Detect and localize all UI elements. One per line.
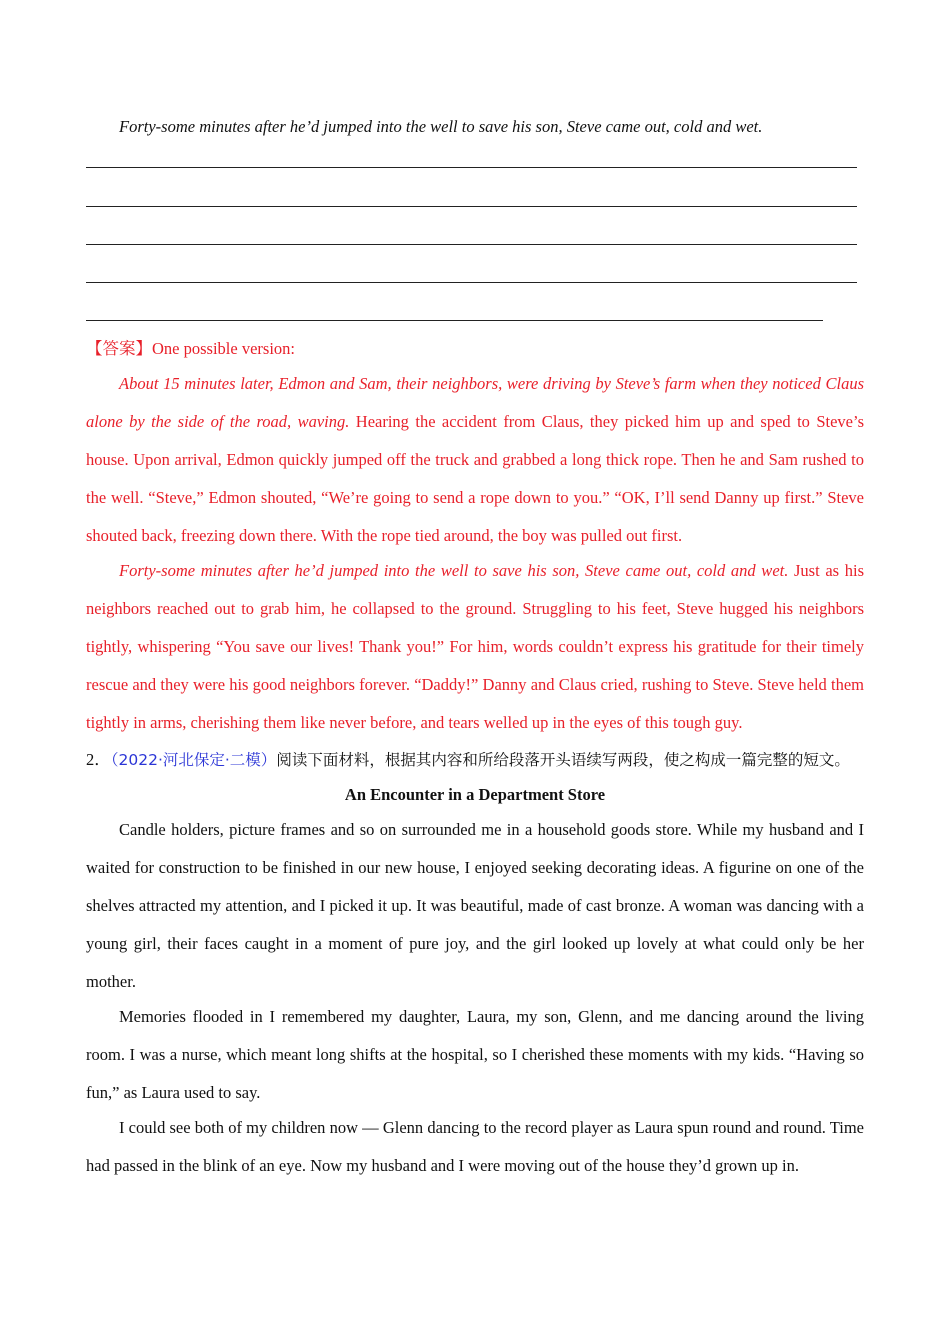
- answer-section: [86, 330, 864, 742]
- answer-p2-rest: Just as his neighbors reached out to grab him, he collapsed to the ground. Struggling to his feet, Steve hugged his neighbors tightly, whispering “You save our lives! Thank you!” For him, words couldn’t express his gratitude for their timely rescue and they were his good neighbors forever. “Daddy!” Danny and Claus cried, rushing to Steve. Steve held them tightly in arms, cherishing them like never before, and tears welled up in the eyes of this tough guy.: [86, 561, 864, 732]
- question-number: 2．: [86, 750, 111, 769]
- prompt-sentence: Forty-some minutes after he’d jumped into the well to save his son, Steve came out, cold and wet.: [119, 117, 763, 136]
- answer-p1-italic: About 15 minutes later, Edmon and Sam, their neighbors, were driving by Steve’s farm when they noticed Claus alone by the side of the road, waving.: [86, 374, 864, 431]
- answer-label: 【答案】: [86, 339, 152, 358]
- answer-paragraph-2: [86, 552, 864, 742]
- passage-paragraph-1: Candle holders, picture frames and so on surrounded me in a household goods store. While my husband and I waited for construction to be finished in our new house, I enjoyed seeking decorating ideas. A figurine on one of the shelves attracted my attention, and I picked it up. It was beautiful, made of cast bronze. A woman was dancing with a young girl, their faces caught in a moment of pure joy, and the girl looked up lovely at what could only be her mother.: [86, 820, 864, 991]
- answer-intro: One possible version:: [152, 339, 295, 358]
- writing-line-1: [86, 167, 857, 168]
- answer-paragraph-1: [86, 365, 864, 555]
- question-instruction: 阅读下面材料，根据其内容和所给段落开头语续写两段，使之构成一篇完整的短文。: [276, 751, 850, 769]
- writing-line-3: [86, 244, 857, 245]
- question-2: [86, 741, 864, 1185]
- question-2-prompt: [86, 741, 864, 779]
- writing-line-5: [86, 320, 823, 321]
- passage-title: An Encounter in a Department Store: [344, 785, 606, 804]
- writing-line-4: [86, 282, 857, 283]
- answer-p2-italic: Forty-some minutes after he’d jumped into the well to save his son, Steve came out, cold and wet.: [119, 561, 789, 580]
- passage-paragraph-2: Memories flooded in I remembered my daughter, Laura, my son, Glenn, and me dancing around the living room. I was a nurse, which meant long shifts at the hospital, so I cherished these moments with my kids. “Having so fun,” as Laura used to say.: [86, 1007, 864, 1102]
- passage-paragraph-3: I could see both of my children now — Glenn dancing to the record player as Laura spun round and round. Time had passed in the blink of an eye. Now my husband and I were moving out of the house they’d grown up in.: [86, 1118, 864, 1175]
- writing-line-2: [86, 206, 857, 207]
- question-source: （2022·河北保定·二模）: [110, 751, 277, 769]
- answer-p1-rest: Hearing the accident from Claus, they picked him up and sped to Steve’s house. Upon arrival, Edmon quickly jumped off the truck and grabbed a long thick rope. Then he and Sam rushed to the well. “Steve,” Edmon shouted, “We’re going to send a rope down to you.” “OK, I’ll send Danny up first.” Steve shouted back, freezing down there. With the rope tied around, the boy was pulled out first.: [86, 412, 864, 545]
- answer-heading: [86, 330, 864, 368]
